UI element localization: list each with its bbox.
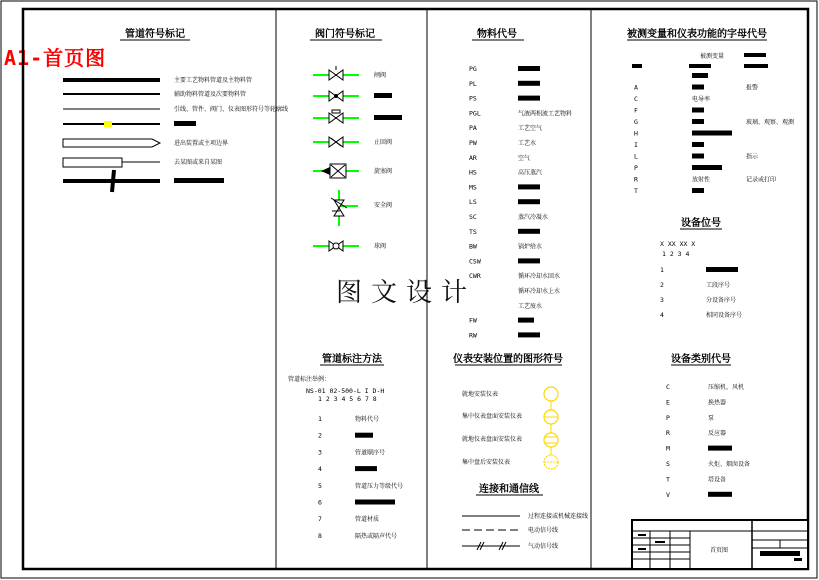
- material-name: 工艺废水: [518, 302, 543, 310]
- annotation-item-text: 管道材质: [355, 516, 380, 524]
- redaction-bar: [744, 64, 768, 68]
- redaction-bar: [692, 85, 704, 90]
- equipment-code: S: [666, 460, 670, 468]
- redaction-bar: [518, 199, 540, 204]
- annotation-item-text: 管道压力等级代号: [355, 482, 404, 490]
- redaction-bar: [708, 446, 732, 451]
- redaction-bar: [692, 108, 704, 113]
- redaction-bar: [355, 500, 395, 505]
- device-code-format: X XX XX X: [660, 240, 696, 248]
- plug-valve-symbol: [313, 164, 359, 178]
- material-name: 工艺水: [518, 140, 537, 147]
- connection-label: 过程连接或机械连接线: [528, 513, 589, 520]
- material-code: HS: [469, 168, 477, 177]
- redaction-bar: [692, 131, 732, 136]
- redaction-bar: [518, 229, 540, 234]
- equipment-code: P: [666, 413, 670, 422]
- valve-label: 止回阀: [374, 139, 393, 146]
- redaction-bar: [692, 73, 708, 78]
- equipment-code: C: [666, 383, 670, 391]
- annotation-example-code: NS-01 02-500-L I D-H: [306, 387, 385, 395]
- instrument-label: 集中盘后安装仪表: [462, 459, 511, 466]
- letter-function: 报警: [746, 84, 759, 92]
- rear-panel-instrument-symbol: [544, 455, 558, 469]
- drawing-title: A1-首页图: [4, 46, 107, 70]
- letter-code: R: [634, 175, 638, 184]
- annotation-item-text: 隔热或隔声代号: [355, 532, 398, 540]
- annotation-item-number: 8: [318, 531, 322, 540]
- material-code: PL: [469, 79, 477, 88]
- redaction-bar: [689, 64, 711, 68]
- material-code: PG: [469, 65, 477, 73]
- equipment-codes-list: [666, 383, 750, 499]
- redaction-bar: [518, 258, 540, 263]
- redaction-bar: [518, 96, 540, 101]
- safety-valve-symbol: [331, 190, 358, 226]
- redaction-bar: [374, 115, 402, 120]
- material-code: SC: [469, 213, 477, 221]
- annotation-item-number: 7: [318, 515, 322, 524]
- local-instrument-symbol: [544, 387, 558, 401]
- connection-label: 电动信号线: [528, 527, 559, 534]
- letter-code: I: [634, 141, 638, 149]
- annotation-item-text: 物料代号: [355, 416, 380, 423]
- device-item-text: 工段序号: [706, 282, 731, 289]
- equipment-code: E: [666, 398, 670, 407]
- redaction-bar: [355, 466, 377, 471]
- redaction-bar: [518, 318, 534, 323]
- letter-code: G: [634, 118, 638, 126]
- material-name: 循环冷却水回水: [518, 273, 561, 281]
- redaction-bar: [355, 433, 373, 438]
- equipment-code: R: [666, 429, 670, 438]
- redaction-bar: [692, 188, 704, 193]
- heading-letter-codes: 被测变量和仪表功能的字母代号: [627, 29, 767, 40]
- check-valve-symbol: [313, 137, 359, 147]
- material-name: 蒸汽冷凝水: [518, 214, 549, 221]
- material-code: PS: [469, 94, 477, 103]
- pipe-label: 辅助物料管道及次要物料管: [174, 91, 247, 98]
- device-item-number: 3: [660, 296, 664, 304]
- equipment-code: M: [666, 444, 670, 453]
- watermark-text: 图文设计: [336, 278, 477, 308]
- heading-pipe-symbols: 管道符号标记: [125, 29, 185, 40]
- letter-variable: 电导率: [692, 96, 711, 103]
- heading-equipment-codes: 设备类别代号: [671, 354, 731, 365]
- material-codes-list: [469, 65, 572, 339]
- valve-label: 闸阀: [374, 72, 387, 79]
- equipment-name: 压缩机、风机: [708, 384, 745, 391]
- equipment-name: 反应器: [708, 430, 727, 438]
- letter-code: C: [634, 95, 638, 103]
- redaction-bar: [692, 142, 704, 147]
- letter-code: T: [634, 187, 638, 195]
- annotation-item-number: 3: [318, 448, 322, 457]
- device-position-list: [660, 266, 742, 319]
- material-code: FW: [469, 316, 477, 325]
- material-code: BW: [469, 242, 477, 251]
- redaction-bar: [744, 53, 766, 57]
- material-name: 循环冷却水上水: [518, 288, 561, 295]
- annotation-item-text: 管道顺序号: [355, 449, 386, 457]
- material-code: PGL: [469, 109, 481, 118]
- redaction-bar: [518, 66, 540, 71]
- redaction-bar: [692, 119, 704, 124]
- material-name: 锅炉给水: [518, 243, 543, 251]
- pipe-label: 主要工艺物料管道及主物料管: [174, 77, 253, 84]
- redaction-bar: [174, 178, 224, 183]
- letter-code: L: [634, 152, 638, 161]
- redaction-bar: [708, 492, 732, 497]
- redaction-bar: [692, 165, 722, 170]
- material-name: 气液两相流工艺物料: [518, 110, 573, 118]
- valve-label: 安全阀: [374, 202, 393, 209]
- equipment-name: 泵: [708, 414, 715, 422]
- letter-function: 玻璃、观察、观测: [746, 119, 795, 126]
- heading-valve-symbols: 阀门符号标记: [315, 29, 375, 40]
- yellow-marker: [104, 121, 112, 127]
- instrument-label: 就地仪表盘面安装仪表: [462, 436, 523, 443]
- device-item-text: 分设备序号: [706, 297, 737, 304]
- globe-valve-symbol: [313, 91, 359, 101]
- material-name: 高压蒸汽: [518, 169, 543, 177]
- heading-material-codes: 物料代号: [477, 29, 517, 40]
- ball-valve-symbol: [313, 241, 359, 251]
- material-code: MS: [469, 183, 477, 192]
- letter-code: A: [634, 83, 638, 92]
- annotation-item-number: 5: [318, 481, 322, 490]
- gate-valve-symbol: [313, 66, 359, 80]
- line-crossing-vertical: [112, 170, 114, 192]
- redaction-bar: [518, 81, 540, 86]
- heading-instrument-symbols: 仪表安装位置的图形符号: [453, 354, 563, 365]
- equipment-name: 火炬、烟囱设备: [708, 461, 751, 468]
- material-code: LS: [469, 198, 477, 207]
- material-name: 空气: [518, 154, 531, 162]
- annotation-item-number: 4: [318, 465, 322, 474]
- letter-variable: 放射性: [692, 176, 711, 184]
- redaction-bar: [518, 332, 540, 337]
- title-block-name: 首页图: [710, 547, 729, 554]
- device-item-number: 1: [660, 266, 664, 274]
- letter-code: P: [634, 164, 638, 172]
- equipment-code: V: [666, 490, 670, 499]
- local-panel-instrument-symbol: [544, 433, 558, 447]
- letter-function: 指示: [746, 153, 759, 161]
- pipe-label: 引线、管件、阀门、仪表图形符号等轮廓线: [174, 106, 289, 113]
- heading-device-position: 设备位号: [681, 218, 721, 229]
- equipment-name: 塔设备: [708, 476, 727, 484]
- material-code: PW: [469, 139, 477, 147]
- title-block: [632, 520, 808, 569]
- device-item-number: 4: [660, 311, 664, 319]
- device-item-text: 相同设备序号: [706, 312, 743, 319]
- annotation-example-numbers: 1 2 3 4 5 6 7 8: [318, 395, 377, 403]
- letter-code: F: [634, 106, 638, 115]
- panel-instrument-symbol: [544, 410, 558, 424]
- angle-valve-symbol: [313, 110, 359, 123]
- material-code: CWR: [469, 272, 481, 281]
- equipment-name: 换热器: [708, 399, 727, 407]
- material-code: PA: [469, 124, 477, 133]
- material-code: CSW: [469, 257, 481, 266]
- redaction-bar: [174, 121, 196, 126]
- redaction-bar: [518, 184, 540, 189]
- instrument-label: 集中仪表盘面安装仪表: [462, 413, 523, 420]
- device-item-number: 2: [660, 281, 664, 289]
- annotation-item-number: 1: [318, 415, 322, 423]
- material-code: AR: [469, 153, 477, 162]
- redaction-bar: [374, 93, 392, 98]
- letter-codes-table: [634, 73, 794, 195]
- letter-function: 记录或打印: [746, 176, 777, 184]
- material-code: TS: [469, 227, 477, 236]
- annotation-example-label: 管道标注举例：: [288, 376, 331, 383]
- valve-label: 旋塞阀: [374, 168, 393, 175]
- offpage-connector-symbol: [63, 158, 122, 167]
- heading-connection-lines: 连接和通信线: [479, 484, 539, 495]
- equipment-code: T: [666, 475, 670, 484]
- pipe-label: 去某图或来自某图: [174, 159, 223, 166]
- device-code-numbers: 1 2 3 4: [662, 250, 690, 258]
- instrument-label: 就地安装仪表: [462, 391, 499, 398]
- redaction-bar: [706, 267, 738, 272]
- material-name: 工艺空气: [518, 125, 543, 133]
- annotation-item-number: 2: [318, 431, 322, 440]
- pipe-annotation-list: [318, 415, 403, 540]
- letter-col-header: 被测变量: [700, 53, 725, 60]
- pipe-label: 进出装置或主项边界: [174, 140, 229, 147]
- connection-label: 气动信号线: [528, 543, 559, 550]
- heading-pipe-annotation: 管道标注方法: [322, 354, 382, 365]
- annotation-item-number: 6: [318, 498, 322, 507]
- boundary-arrow-symbol: [63, 139, 160, 147]
- valve-label: 球阀: [374, 243, 387, 250]
- redaction-bar: [692, 154, 704, 159]
- redaction-bar: [632, 64, 642, 68]
- letter-code: H: [634, 129, 638, 138]
- material-code: RW: [469, 331, 477, 340]
